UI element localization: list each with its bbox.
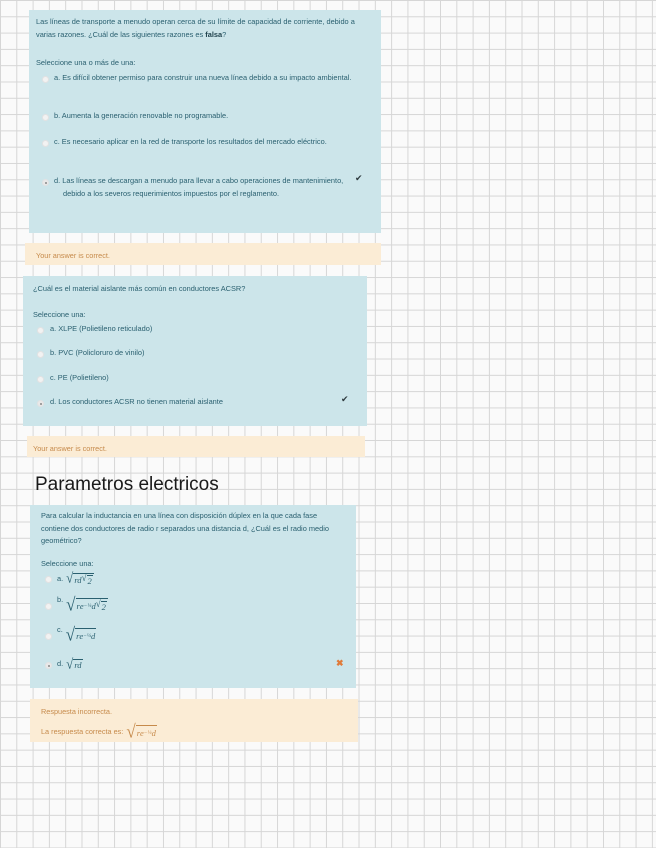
formula-b-d: d xyxy=(91,601,96,611)
correct-check-icon: ✔ xyxy=(341,394,349,404)
question-1-text-main: Las líneas de transporte a menudo operan cerca de su límite de capacidad de corriente, debido a varias razones. ¿Cuál de las siguientes razones es xyxy=(36,17,355,39)
question-1-feedback: Your answer is correct. xyxy=(36,251,110,260)
formula-b-e: e xyxy=(79,601,84,611)
q3-option-c-formula: √ r e −¼ d xyxy=(65,624,96,645)
correct-answer-formula: √ r e −¼ d xyxy=(126,721,156,742)
q3-option-a-radio[interactable] xyxy=(45,576,52,583)
correct-formula-e: e xyxy=(140,728,144,738)
question-1-text xyxy=(36,16,366,41)
q2-option-d-radio[interactable] xyxy=(37,400,44,407)
q1-option-c-label[interactable]: c. Es necesario aplicar en la red de transporte los resultados del mercado eléctrico. xyxy=(54,137,327,146)
q1-option-d-checkbox[interactable] xyxy=(42,179,49,186)
formula-b-exponent: −¼ xyxy=(83,603,92,609)
q1-option-d-label[interactable]: d. Las líneas se descargan a menudo para llevar a cabo operaciones de mantenimiento, debido a los severos requerimientos impuestos por el reglamento. xyxy=(54,176,344,198)
correct-check-icon: ✔ xyxy=(355,173,363,183)
q1-option-a-label[interactable]: a. Es difícil obtener permiso para construir una nueva línea debido a su impacto ambiental. xyxy=(54,73,352,82)
formula-c-exponent: −¼ xyxy=(83,633,92,639)
question-1-text-end: ? xyxy=(222,29,227,39)
correct-formula-d: d xyxy=(151,728,156,738)
question-3-instruction: Seleccione una: xyxy=(41,559,94,568)
q3-option-c[interactable] xyxy=(57,626,96,643)
q3-option-c-radio[interactable] xyxy=(45,633,52,640)
formula-b-two: 2 xyxy=(101,602,106,612)
question-1-text-bold: falsa xyxy=(205,29,223,39)
question-3-correct-answer xyxy=(41,723,157,740)
formula-a-two: 2 xyxy=(87,576,92,586)
incorrect-cross-icon: ✖ xyxy=(336,658,344,668)
q1-option-a-checkbox[interactable] xyxy=(42,76,49,83)
formula-d-rd: rd xyxy=(74,660,82,670)
q3-option-a-formula: √ rd √ 2 xyxy=(66,569,92,586)
q2-option-b-label[interactable]: b. PVC (Policloruro de vinilo) xyxy=(50,348,145,357)
q3-option-b-letter: b. xyxy=(57,595,64,604)
q3-option-b[interactable] xyxy=(57,596,108,613)
q1-option-b-label[interactable]: b. Aumenta la generación renovable no programable. xyxy=(54,111,229,120)
q3-option-a[interactable] xyxy=(57,571,94,586)
formula-c-e: e xyxy=(79,631,84,641)
q3-option-a-letter: a. xyxy=(57,574,64,583)
question-1-instruction: Seleccione una o más de una: xyxy=(36,58,136,67)
q3-option-b-formula: √ r e −¼ d √ 2 xyxy=(66,594,106,615)
correct-formula-exponent: −¼ xyxy=(143,730,152,736)
formula-c-d: d xyxy=(91,631,96,641)
q1-option-c-checkbox[interactable] xyxy=(42,140,49,147)
formula-a-rd: rd xyxy=(74,575,82,585)
q3-option-d[interactable] xyxy=(57,657,83,670)
q2-option-b-radio[interactable] xyxy=(37,351,44,358)
q2-option-c-label[interactable]: c. PE (Polietileno) xyxy=(50,373,109,382)
q2-option-c-radio[interactable] xyxy=(37,376,44,383)
section-title: Parametros electricos xyxy=(35,474,219,495)
q1-option-b-checkbox[interactable] xyxy=(42,114,49,121)
formula-b-r: r xyxy=(76,601,80,611)
q2-option-d-label[interactable]: d. Los conductores ACSR no tienen material aislante xyxy=(50,397,223,406)
question-2-text: ¿Cuál es el material aislante más común en conductores ACSR? xyxy=(33,284,246,293)
correct-answer-label: La respuesta correcta es: xyxy=(41,727,124,736)
question-2-feedback: Your answer is correct. xyxy=(33,444,107,453)
formula-c-r: r xyxy=(76,631,80,641)
question-3-feedback-incorrect: Respuesta incorrecta. xyxy=(41,707,112,716)
q3-option-c-letter: c. xyxy=(57,625,63,634)
q3-option-d-formula: √ rd xyxy=(66,655,82,672)
q3-option-d-letter: d. xyxy=(57,659,64,668)
q2-option-a-label[interactable]: a. XLPE (Polietileno reticulado) xyxy=(50,324,153,333)
q3-option-b-radio[interactable] xyxy=(45,603,52,610)
correct-formula-r: r xyxy=(136,728,140,738)
question-3-text: Para calcular la inductancia en una línea con disposición dúplex en la que cada fase contiene dos conductores de radio r separados una distancia d, ¿Cuál es el radio medio geométrico? xyxy=(41,511,329,545)
question-2-instruction: Seleccione una: xyxy=(33,310,86,319)
q3-option-d-radio[interactable] xyxy=(45,662,52,669)
q2-option-a-radio[interactable] xyxy=(37,327,44,334)
